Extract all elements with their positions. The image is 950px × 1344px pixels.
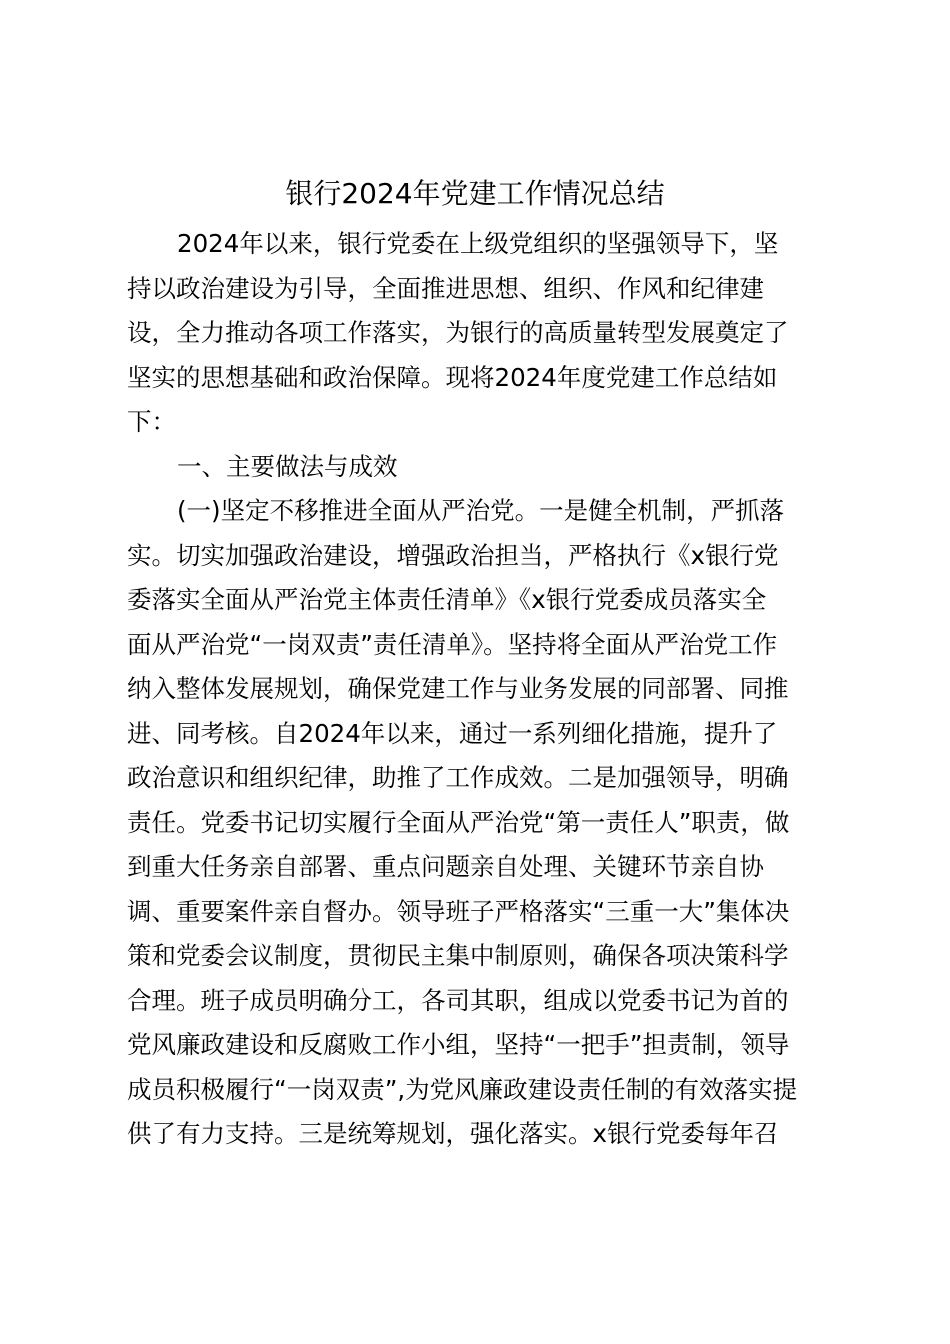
paragraph-line: 委落实全面从严治党主体责任清单》《x银行党委成员落实全 (127, 585, 767, 614)
paragraph-line: 责任。党委书记切实履行全面从严治党“第一责任人”职责，做 (127, 807, 790, 837)
paragraph-line: 到重大任务亲自部署、重点问题亲自处理、关键环节亲自协 (127, 852, 764, 881)
paragraph-line: 政治意识和组织纪律，助推了工作成效。二是加强领导，明确 (127, 763, 789, 792)
paragraph-line: 设，全力推动各项工作落实，为银行的高质量转型发展奠定了 (127, 318, 789, 347)
paragraph-line: 成员积极履行“一岗双责”,为党风廉政建设责任制的有效落实提 (127, 1074, 798, 1104)
paragraph-line: (一)坚定不移推进全面从严治党。一是健全机制，严抓落 (177, 496, 785, 525)
paragraph-line: 进、同考核。自2024年以来，通过一系列细化措施，提升了 (127, 718, 778, 748)
document-body (127, 222, 827, 1157)
paragraph-line: 供了有力支持。三是统筹规划，强化落实。x银行党委每年召 (127, 1119, 779, 1148)
paragraph-line: 持以政治建设为引导，全面推进思想、组织、作风和纪律建 (127, 273, 764, 303)
paragraph-line: 调、重要案件亲自督办。领导班子严格落实“三重一大”集体决 (127, 896, 790, 926)
paragraph-line: 面从严治党“一岗双责”责任清单》。坚持将全面从严治党工作 (127, 629, 778, 659)
paragraph-line: 下： (127, 407, 176, 436)
paragraph-line: 坚实的思想基础和政治保障。现将2024年度党建工作总结如 (127, 362, 778, 392)
document-title: 银行2024年党建工作情况总结 (285, 177, 665, 210)
paragraph-line: 实。切实加强政治建设，增强政治担当，严格执行《x银行党 (127, 540, 779, 570)
paragraph-line: 2024年以来，银行党委在上级党组织的坚强领导下，坚 (177, 229, 779, 258)
paragraph-line: 合理。班子成员明确分工，各司其职，组成以党委书记为首的 (127, 985, 789, 1015)
section-heading: 一、主要做法与成效 (177, 451, 398, 481)
paragraph-line: 党风廉政建设和反腐败工作小组，坚持“一把手”担责制，领导 (127, 1030, 790, 1059)
paragraph-line: 纳入整体发展规划，确保党建工作与业务发展的同部署、同推 (127, 674, 789, 703)
paragraph-line: 策和党委会议制度，贯彻民主集中制原则，确保各项决策科学 (127, 941, 789, 970)
